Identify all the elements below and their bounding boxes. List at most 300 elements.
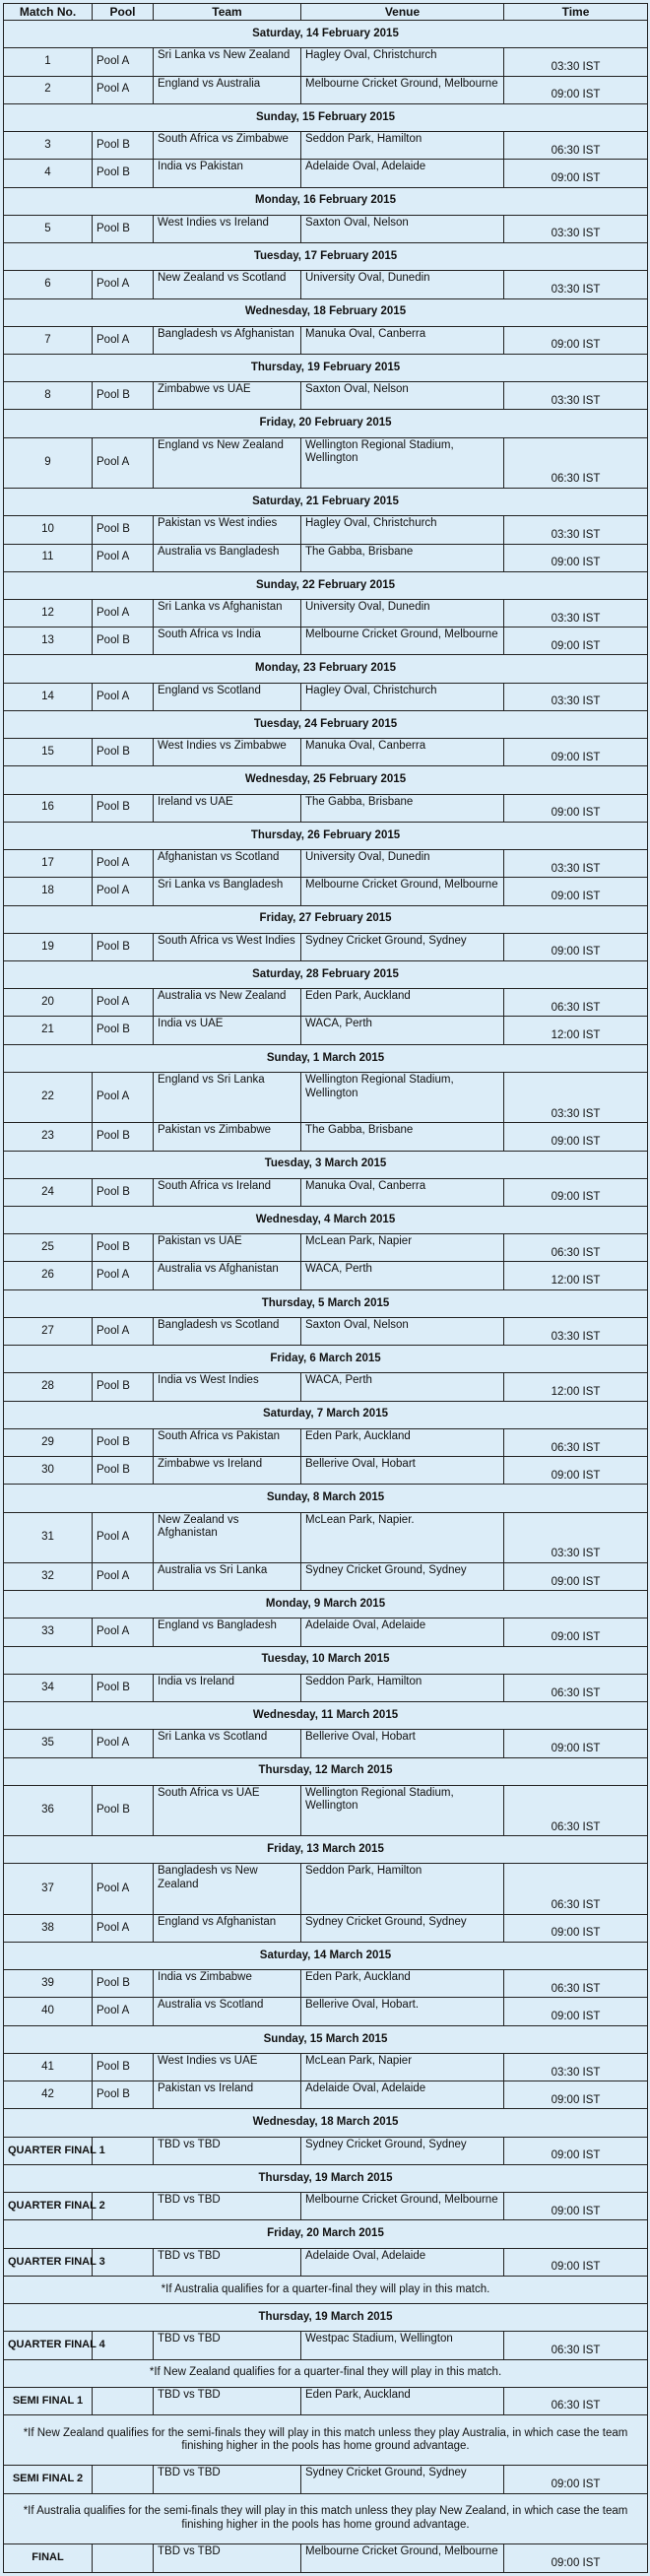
teams: Pakistan vs UAE xyxy=(154,1234,301,1262)
venue: Saxton Oval, Nelson xyxy=(301,215,504,242)
footnote: *If Australia qualifies for the semi-finals they will play in this match unless they play New Zealand, in which case the team finishing higher in the pools has home ground advantage. xyxy=(4,2493,648,2543)
match-row xyxy=(4,437,648,488)
match-number: 18 xyxy=(4,878,93,905)
match-row xyxy=(4,2193,648,2220)
match-row xyxy=(4,933,648,960)
match-time: 06:30 IST xyxy=(504,2332,648,2359)
teams: Australia vs Afghanistan xyxy=(154,1262,301,1289)
date-row xyxy=(4,187,648,215)
date-row xyxy=(4,1151,648,1178)
date-row xyxy=(4,571,648,599)
teams: England vs Sri Lanka xyxy=(154,1072,301,1122)
venue: The Gabba, Brisbane xyxy=(301,544,504,571)
date-heading: Tuesday, 10 March 2015 xyxy=(4,1646,648,1674)
teams: Australia vs Bangladesh xyxy=(154,544,301,571)
match-row xyxy=(4,326,648,354)
date-row xyxy=(4,1757,648,1785)
match-time: 03:30 IST xyxy=(504,1317,648,1345)
match-time: 06:30 IST xyxy=(504,437,648,488)
match-number: 38 xyxy=(4,1914,93,1942)
date-heading: Tuesday, 17 February 2015 xyxy=(4,243,648,271)
date-row xyxy=(4,243,648,271)
match-time: 09:00 IST xyxy=(504,2248,648,2276)
footnote: *If New Zealand qualifies for a quarter-final they will play in this match. xyxy=(4,2359,648,2387)
venue: The Gabba, Brisbane xyxy=(301,794,504,822)
venue: Sydney Cricket Ground, Sydney xyxy=(301,2466,504,2493)
match-number: 31 xyxy=(4,1512,93,1562)
teams: Ireland vs UAE xyxy=(154,794,301,822)
pool: Pool A xyxy=(93,1730,154,1757)
match-number: 11 xyxy=(4,544,93,571)
date-row xyxy=(4,2304,648,2332)
date-row xyxy=(4,410,648,437)
note-row xyxy=(4,2359,648,2387)
pool: Pool A xyxy=(93,437,154,488)
match-time: 06:30 IST xyxy=(504,1428,648,1456)
date-heading: Saturday, 14 March 2015 xyxy=(4,1943,648,1970)
teams: TBD vs TBD xyxy=(154,2543,301,2572)
match-row xyxy=(4,1562,648,1590)
date-heading: Saturday, 7 March 2015 xyxy=(4,1401,648,1428)
teams: Pakistan vs Zimbabwe xyxy=(154,1123,301,1151)
match-time: 03:30 IST xyxy=(504,48,648,76)
pool: Pool A xyxy=(93,599,154,627)
match-time: 09:00 IST xyxy=(504,544,648,571)
date-row xyxy=(4,1591,648,1618)
match-time: 09:00 IST xyxy=(504,2081,648,2109)
venue: Wellington Regional Stadium, Wellington xyxy=(301,437,504,488)
match-row xyxy=(4,160,648,187)
pool: Pool A xyxy=(93,1562,154,1590)
match-row xyxy=(4,1512,648,1562)
match-number: 40 xyxy=(4,1998,93,2025)
match-number: QUARTER FINAL 3 xyxy=(4,2248,93,2276)
venue: Saxton Oval, Nelson xyxy=(301,382,504,410)
match-number: SEMI FINAL 1 xyxy=(4,2387,93,2414)
teams: Pakistan vs West indies xyxy=(154,516,301,544)
match-number: 30 xyxy=(4,1457,93,1485)
venue: Melbourne Cricket Ground, Melbourne xyxy=(301,878,504,905)
teams: West Indies vs UAE xyxy=(154,2053,301,2081)
match-time: 09:00 IST xyxy=(504,1123,648,1151)
match-number: FINAL xyxy=(4,2543,93,2572)
match-number: 39 xyxy=(4,1970,93,1998)
pool: Pool B xyxy=(93,1373,154,1401)
venue: WACA, Perth xyxy=(301,1373,504,1401)
pool: Pool A xyxy=(93,878,154,905)
match-number: 29 xyxy=(4,1428,93,1456)
date-heading: Tuesday, 24 February 2015 xyxy=(4,710,648,738)
date-row xyxy=(4,1646,648,1674)
match-number: QUARTER FINAL 4 xyxy=(4,2332,93,2359)
pool xyxy=(93,2466,154,2493)
match-number: 5 xyxy=(4,215,93,242)
venue: Eden Park, Auckland xyxy=(301,2387,504,2414)
teams: Sri Lanka vs New Zealand xyxy=(154,48,301,76)
date-row xyxy=(4,822,648,849)
pool: Pool A xyxy=(93,1864,154,1914)
date-heading: Sunday, 15 February 2015 xyxy=(4,103,648,131)
match-time: 09:00 IST xyxy=(504,1730,648,1757)
match-row xyxy=(4,1914,648,1942)
date-heading: Wednesday, 11 March 2015 xyxy=(4,1702,648,1730)
date-heading: Wednesday, 18 March 2015 xyxy=(4,2109,648,2137)
match-number: 2 xyxy=(4,76,93,103)
venue: Wellington Regional Stadium, Wellington xyxy=(301,1072,504,1122)
venue: Adelaide Oval, Adelaide xyxy=(301,1618,504,1646)
venue: Hagley Oval, Christchurch xyxy=(301,683,504,710)
match-time: 06:30 IST xyxy=(504,1864,648,1914)
match-row xyxy=(4,132,648,160)
teams: West Indies vs Zimbabwe xyxy=(154,739,301,766)
teams: England vs Afghanistan xyxy=(154,1914,301,1942)
header-pool: Pool xyxy=(93,4,154,21)
date-row xyxy=(4,710,648,738)
match-time: 09:00 IST xyxy=(504,739,648,766)
date-row xyxy=(4,1943,648,1970)
venue: Eden Park, Auckland xyxy=(301,989,504,1017)
date-row xyxy=(4,905,648,933)
teams: Zimbabwe vs Ireland xyxy=(154,1457,301,1485)
match-row xyxy=(4,2387,648,2414)
pool: Pool B xyxy=(93,2053,154,2081)
match-number: 24 xyxy=(4,1178,93,1206)
note-row xyxy=(4,2276,648,2303)
teams: England vs Bangladesh xyxy=(154,1618,301,1646)
venue: Eden Park, Auckland xyxy=(301,1428,504,1456)
pool: Pool B xyxy=(93,1970,154,1998)
match-row xyxy=(4,2543,648,2572)
date-row xyxy=(4,298,648,326)
match-row xyxy=(4,599,648,627)
match-number: 25 xyxy=(4,1234,93,1262)
match-row xyxy=(4,2248,648,2276)
teams: TBD vs TBD xyxy=(154,2332,301,2359)
date-heading: Wednesday, 25 February 2015 xyxy=(4,766,648,794)
match-row xyxy=(4,1864,648,1914)
match-time: 09:00 IST xyxy=(504,933,648,960)
match-number: 41 xyxy=(4,2053,93,2081)
match-time: 03:30 IST xyxy=(504,1072,648,1122)
match-time: 09:00 IST xyxy=(504,1457,648,1485)
date-row xyxy=(4,2109,648,2137)
pool: Pool B xyxy=(93,627,154,655)
venue: Melbourne Cricket Ground, Melbourne xyxy=(301,2193,504,2220)
date-heading: Monday, 23 February 2015 xyxy=(4,655,648,683)
teams: Sri Lanka vs Afghanistan xyxy=(154,599,301,627)
teams: Pakistan vs Ireland xyxy=(154,2081,301,2109)
date-heading: Saturday, 21 February 2015 xyxy=(4,489,648,516)
venue: McLean Park, Napier xyxy=(301,2053,504,2081)
match-row xyxy=(4,215,648,242)
venue: Sydney Cricket Ground, Sydney xyxy=(301,2137,504,2164)
match-time: 03:30 IST xyxy=(504,382,648,410)
date-heading: Friday, 27 February 2015 xyxy=(4,905,648,933)
venue: Westpac Stadium, Wellington xyxy=(301,2332,504,2359)
match-time: 09:00 IST xyxy=(504,2137,648,2164)
match-number: 27 xyxy=(4,1317,93,1345)
venue: University Oval, Dunedin xyxy=(301,850,504,878)
match-time: 09:00 IST xyxy=(504,1618,648,1646)
date-heading: Thursday, 19 March 2015 xyxy=(4,2304,648,2332)
venue: Sydney Cricket Ground, Sydney xyxy=(301,933,504,960)
footnote: *If Australia qualifies for a quarter-final they will play in this match. xyxy=(4,2276,648,2303)
venue: Seddon Park, Hamilton xyxy=(301,1674,504,1701)
date-row xyxy=(4,766,648,794)
match-number: 17 xyxy=(4,850,93,878)
match-time: 06:30 IST xyxy=(504,1970,648,1998)
date-heading: Friday, 6 March 2015 xyxy=(4,1346,648,1373)
date-row xyxy=(4,354,648,381)
date-heading: Sunday, 1 March 2015 xyxy=(4,1044,648,1072)
date-row xyxy=(4,961,648,989)
date-heading: Saturday, 28 February 2015 xyxy=(4,961,648,989)
match-row xyxy=(4,1674,648,1701)
venue: McLean Park, Napier. xyxy=(301,1512,504,1562)
date-row xyxy=(4,1044,648,1072)
teams: India vs Ireland xyxy=(154,1674,301,1701)
match-number: 37 xyxy=(4,1864,93,1914)
match-time: 03:30 IST xyxy=(504,683,648,710)
match-row xyxy=(4,989,648,1017)
pool: Pool A xyxy=(93,1914,154,1942)
match-row xyxy=(4,1970,648,1998)
teams: South Africa vs West Indies xyxy=(154,933,301,960)
match-row xyxy=(4,544,648,571)
pool: Pool B xyxy=(93,215,154,242)
match-row xyxy=(4,382,648,410)
schedule-container xyxy=(3,3,647,2573)
date-heading: Friday, 13 March 2015 xyxy=(4,1836,648,1864)
match-row xyxy=(4,2137,648,2164)
teams: Bangladesh vs New Zealand xyxy=(154,1864,301,1914)
match-number: 12 xyxy=(4,599,93,627)
match-row xyxy=(4,1457,648,1485)
date-heading: Sunday, 8 March 2015 xyxy=(4,1485,648,1512)
venue: Hagley Oval, Christchurch xyxy=(301,48,504,76)
venue: Seddon Park, Hamilton xyxy=(301,1864,504,1914)
match-time: 09:00 IST xyxy=(504,326,648,354)
pool: Pool A xyxy=(93,1262,154,1289)
pool: Pool B xyxy=(93,382,154,410)
venue: University Oval, Dunedin xyxy=(301,599,504,627)
match-number: 34 xyxy=(4,1674,93,1701)
match-row xyxy=(4,1317,648,1345)
teams: India vs UAE xyxy=(154,1017,301,1044)
date-row xyxy=(4,1346,648,1373)
header-match-no: Match No. xyxy=(4,4,93,21)
match-row xyxy=(4,1730,648,1757)
pool: Pool B xyxy=(93,516,154,544)
match-number: 7 xyxy=(4,326,93,354)
pool: Pool B xyxy=(93,1178,154,1206)
match-number: 4 xyxy=(4,160,93,187)
match-row xyxy=(4,878,648,905)
teams: Zimbabwe vs UAE xyxy=(154,382,301,410)
venue: Bellerive Oval, Hobart. xyxy=(301,1998,504,2025)
match-number: 9 xyxy=(4,437,93,488)
match-time: 09:00 IST xyxy=(504,160,648,187)
match-time: 03:30 IST xyxy=(504,271,648,298)
venue: Saxton Oval, Nelson xyxy=(301,1317,504,1345)
venue: Sydney Cricket Ground, Sydney xyxy=(301,1914,504,1942)
match-row xyxy=(4,2081,648,2109)
match-time: 09:00 IST xyxy=(504,627,648,655)
match-number: 28 xyxy=(4,1373,93,1401)
date-heading: Tuesday, 3 March 2015 xyxy=(4,1151,648,1178)
match-number: 1 xyxy=(4,48,93,76)
venue: WACA, Perth xyxy=(301,1017,504,1044)
pool: Pool A xyxy=(93,1512,154,1562)
teams: New Zealand vs Scotland xyxy=(154,271,301,298)
match-number: 32 xyxy=(4,1562,93,1590)
match-number: 42 xyxy=(4,2081,93,2109)
pool: Pool A xyxy=(93,683,154,710)
venue: Hagley Oval, Christchurch xyxy=(301,516,504,544)
match-row xyxy=(4,516,648,544)
venue: Wellington Regional Stadium, Wellington xyxy=(301,1785,504,1835)
teams: Afghanistan vs Scotland xyxy=(154,850,301,878)
venue: Adelaide Oval, Adelaide xyxy=(301,2248,504,2276)
venue: Melbourne Cricket Ground, Melbourne xyxy=(301,627,504,655)
teams: Bangladesh vs Afghanistan xyxy=(154,326,301,354)
pool: Pool A xyxy=(93,271,154,298)
match-row xyxy=(4,627,648,655)
pool: Pool A xyxy=(93,76,154,103)
pool: Pool A xyxy=(93,850,154,878)
teams: England vs Scotland xyxy=(154,683,301,710)
match-time: 09:00 IST xyxy=(504,1998,648,2025)
match-number: 8 xyxy=(4,382,93,410)
pool: Pool B xyxy=(93,132,154,160)
date-row xyxy=(4,1485,648,1512)
date-heading: Wednesday, 4 March 2015 xyxy=(4,1207,648,1234)
date-row xyxy=(4,2025,648,2053)
match-number: 22 xyxy=(4,1072,93,1122)
date-heading: Thursday, 19 February 2015 xyxy=(4,354,648,381)
date-row xyxy=(4,1207,648,1234)
date-row xyxy=(4,1289,648,1317)
match-time: 06:30 IST xyxy=(504,1674,648,1701)
match-number: 21 xyxy=(4,1017,93,1044)
teams: South Africa vs Ireland xyxy=(154,1178,301,1206)
match-number: 10 xyxy=(4,516,93,544)
teams: India vs West Indies xyxy=(154,1373,301,1401)
match-row xyxy=(4,794,648,822)
venue: WACA, Perth xyxy=(301,1262,504,1289)
match-row xyxy=(4,683,648,710)
date-row xyxy=(4,655,648,683)
pool: Pool B xyxy=(93,1123,154,1151)
date-heading: Thursday, 5 March 2015 xyxy=(4,1289,648,1317)
match-time: 09:00 IST xyxy=(504,878,648,905)
match-time: 03:30 IST xyxy=(504,1512,648,1562)
pool xyxy=(93,2387,154,2414)
teams: TBD vs TBD xyxy=(154,2137,301,2164)
teams: West Indies vs Ireland xyxy=(154,215,301,242)
match-time: 06:30 IST xyxy=(504,989,648,1017)
match-time: 09:00 IST xyxy=(504,2466,648,2493)
match-row xyxy=(4,1262,648,1289)
teams: South Africa vs Pakistan xyxy=(154,1428,301,1456)
teams: TBD vs TBD xyxy=(154,2466,301,2493)
venue: Bellerive Oval, Hobart xyxy=(301,1457,504,1485)
date-heading: Monday, 16 February 2015 xyxy=(4,187,648,215)
match-number: 19 xyxy=(4,933,93,960)
match-row xyxy=(4,1234,648,1262)
match-number: 33 xyxy=(4,1618,93,1646)
teams: TBD vs TBD xyxy=(154,2248,301,2276)
teams: Australia vs New Zealand xyxy=(154,989,301,1017)
pool: Pool B xyxy=(93,933,154,960)
teams: Sri Lanka vs Bangladesh xyxy=(154,878,301,905)
match-time: 09:00 IST xyxy=(504,1562,648,1590)
pool: Pool A xyxy=(93,326,154,354)
teams: TBD vs TBD xyxy=(154,2193,301,2220)
match-time: 09:00 IST xyxy=(504,794,648,822)
header-row xyxy=(4,4,648,21)
venue: Seddon Park, Hamilton xyxy=(301,132,504,160)
date-heading: Friday, 20 March 2015 xyxy=(4,2220,648,2248)
date-row xyxy=(4,2164,648,2192)
pool: Pool B xyxy=(93,739,154,766)
schedule-body xyxy=(4,21,648,2573)
venue: Sydney Cricket Ground, Sydney xyxy=(301,1562,504,1590)
match-row xyxy=(4,850,648,878)
header-venue: Venue xyxy=(301,4,504,21)
date-heading: Friday, 20 February 2015 xyxy=(4,410,648,437)
date-row xyxy=(4,1836,648,1864)
venue: McLean Park, Napier xyxy=(301,1234,504,1262)
match-time: 09:00 IST xyxy=(504,76,648,103)
pool: Pool B xyxy=(93,160,154,187)
teams: South Africa vs Zimbabwe xyxy=(154,132,301,160)
match-time: 06:30 IST xyxy=(504,1785,648,1835)
footnote: *If New Zealand qualifies for the semi-finals they will play in this match unless they play Australia, in which case the team finishing higher in the pools has home ground advantage. xyxy=(4,2415,648,2466)
pool: Pool B xyxy=(93,1674,154,1701)
venue: Manuka Oval, Canberra xyxy=(301,326,504,354)
date-row xyxy=(4,21,648,48)
pool: Pool A xyxy=(93,1072,154,1122)
match-row xyxy=(4,1998,648,2025)
match-number: 26 xyxy=(4,1262,93,1289)
pool: Pool A xyxy=(93,48,154,76)
match-time: 06:30 IST xyxy=(504,2387,648,2414)
match-number: 14 xyxy=(4,683,93,710)
teams: England vs New Zealand xyxy=(154,437,301,488)
pool: Pool B xyxy=(93,1234,154,1262)
date-row xyxy=(4,103,648,131)
match-row xyxy=(4,2332,648,2359)
teams: England vs Australia xyxy=(154,76,301,103)
match-row xyxy=(4,2053,648,2081)
teams: New Zealand vs Afghanistan xyxy=(154,1512,301,1562)
date-heading: Monday, 9 March 2015 xyxy=(4,1591,648,1618)
date-heading: Sunday, 15 March 2015 xyxy=(4,2025,648,2053)
venue: Manuka Oval, Canberra xyxy=(301,1178,504,1206)
pool: Pool B xyxy=(93,794,154,822)
match-time: 12:00 IST xyxy=(504,1017,648,1044)
date-heading: Sunday, 22 February 2015 xyxy=(4,571,648,599)
teams: Australia vs Sri Lanka xyxy=(154,1562,301,1590)
match-number: 15 xyxy=(4,739,93,766)
match-number: 13 xyxy=(4,627,93,655)
match-row xyxy=(4,76,648,103)
venue: Eden Park, Auckland xyxy=(301,1970,504,1998)
match-time: 09:00 IST xyxy=(504,2193,648,2220)
match-row xyxy=(4,2466,648,2493)
match-number: 36 xyxy=(4,1785,93,1835)
